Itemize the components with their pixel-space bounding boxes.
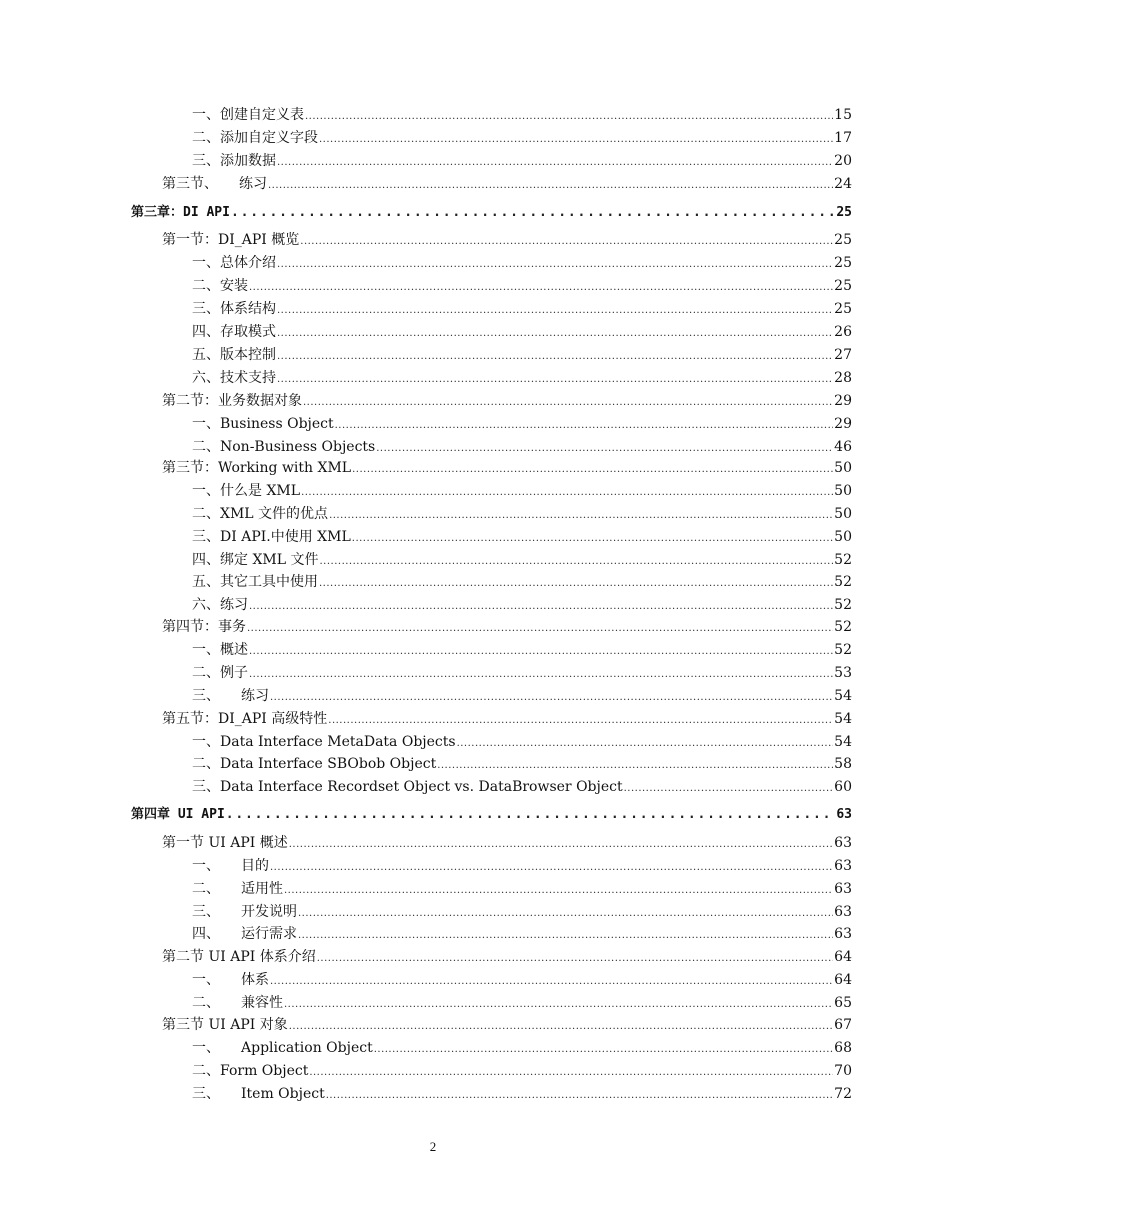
dot-leader — [249, 594, 833, 618]
toc-entry-page-number: 52 — [834, 642, 852, 658]
toc-entry-page-number: 54 — [834, 711, 852, 727]
toc-subsection-entry[interactable] — [192, 901, 852, 923]
dot-leader — [247, 616, 833, 640]
toc-entry-label: 五、版本控制 — [192, 347, 276, 363]
toc-entry-label: 一、 体系 — [192, 972, 269, 988]
toc-entry-label: 一、 目的 — [192, 858, 269, 874]
dot-leader — [301, 480, 833, 504]
toc-entry-page-number: 63 — [834, 858, 852, 874]
toc-entry-page-number: 25 — [836, 205, 852, 220]
toc-entry-label: 二、例子 — [192, 665, 248, 681]
dot-leader — [305, 104, 833, 128]
toc-entry-label: 二、 兼容性 — [192, 995, 283, 1011]
dot-leader — [352, 526, 833, 550]
toc-entry-page-number: 54 — [834, 734, 852, 750]
toc-subsection-entry[interactable] — [192, 275, 852, 297]
toc-entry-label: 第二节：业务数据对象 — [162, 393, 302, 409]
toc-entry-page-number: 63 — [834, 904, 852, 920]
toc-entry-page-number: 67 — [834, 1017, 852, 1033]
toc-section-entry[interactable] — [162, 1014, 852, 1036]
toc-entry-label: 二、 适用性 — [192, 881, 283, 897]
toc-entry-page-number: 25 — [834, 232, 852, 248]
toc-entry-page-number: 50 — [834, 506, 852, 522]
toc-entry-label: 三、 练习 — [192, 688, 269, 704]
dot-leader — [374, 1037, 833, 1061]
toc-entry-label: 四、存取模式 — [192, 324, 276, 340]
toc-entry-label: 一、Data Interface MetaData Objects — [192, 734, 456, 750]
toc-entry-page-number: 63 — [834, 881, 852, 897]
toc-entry-page-number: 52 — [834, 597, 852, 613]
dot-leader — [270, 969, 833, 993]
page-number: 2 — [429, 1139, 437, 1154]
toc-section-entry[interactable] — [162, 229, 852, 251]
dot-leader — [309, 1060, 833, 1084]
toc-subsection-entry[interactable] — [192, 855, 852, 877]
dot-leader — [352, 457, 833, 481]
toc-entry-page-number: 64 — [834, 972, 852, 988]
dot-leader — [320, 549, 834, 573]
dot-leader — [277, 367, 833, 391]
toc-subsection-entry[interactable] — [192, 150, 852, 172]
toc-entry-page-number: 68 — [834, 1040, 852, 1056]
toc-section-entry[interactable] — [162, 616, 852, 638]
toc-subsection-entry[interactable] — [192, 549, 852, 571]
toc-section-entry[interactable] — [162, 457, 852, 479]
toc-entry-label: 一、 Application Object — [192, 1040, 373, 1056]
toc-subsection-entry[interactable] — [192, 1037, 852, 1059]
toc-entry-label: 三、添加数据 — [192, 153, 276, 169]
toc-entry-label: 二、安装 — [192, 278, 248, 294]
toc-entry-label: 第三节、 练习 — [162, 176, 267, 192]
dot-leader — [317, 946, 833, 970]
toc-entry-label: 一、总体介绍 — [192, 255, 276, 271]
toc-subsection-entry[interactable] — [192, 367, 852, 389]
toc-entry-label: 四、绑定 XML 文件 — [192, 552, 319, 568]
toc-entry-page-number: 25 — [834, 301, 852, 317]
toc-subsection-entry[interactable] — [192, 685, 852, 707]
toc-entry-label: 二、Non-Business Objects — [192, 439, 376, 455]
toc-entry-label: 第三章：DI API — [131, 205, 230, 220]
dot-leader — [319, 571, 833, 595]
toc-subsection-entry[interactable] — [192, 1083, 852, 1105]
toc-entry-label: 第一节 UI API 概述 — [162, 835, 288, 851]
toc-entry-label: 第五节：DI_API 高级特性 — [162, 711, 328, 727]
toc-entry-page-number: 54 — [834, 688, 852, 704]
toc-entry-page-number: 58 — [834, 756, 852, 772]
toc-subsection-entry[interactable] — [192, 1060, 852, 1082]
dot-leader — [249, 662, 833, 686]
toc-entry-label: 一、概述 — [192, 642, 248, 658]
dot-leader — [277, 150, 833, 174]
toc-subsection-entry[interactable] — [192, 104, 852, 126]
dot-leader — [328, 708, 833, 732]
toc-entry-page-number: 28 — [834, 370, 852, 386]
toc-entry-label: 一、创建自定义表 — [192, 107, 304, 123]
toc-entry-label: 第三节 UI API 对象 — [162, 1017, 288, 1033]
dot-leader — [277, 344, 833, 368]
toc-entry-page-number: 26 — [834, 324, 852, 340]
dot-leader — [277, 298, 833, 322]
toc-entry-label: 第三节：Working with XML — [162, 460, 352, 476]
toc-entry-label: 三、DI API.中使用 XML — [192, 529, 351, 545]
toc-section-entry[interactable] — [162, 390, 852, 412]
toc-entry-label: 三、 Item Object — [192, 1086, 325, 1102]
toc-subsection-entry[interactable] — [192, 503, 852, 525]
toc-subsection-entry[interactable] — [192, 639, 852, 661]
dot-leader — [277, 252, 833, 276]
toc-entry-page-number: 20 — [834, 153, 852, 169]
toc-subsection-entry[interactable] — [192, 731, 852, 753]
dot-leader — [249, 275, 833, 299]
toc-entry-page-number: 29 — [834, 416, 852, 432]
toc-entry-label: 六、练习 — [192, 597, 248, 613]
toc-chapter-entry[interactable] — [131, 202, 852, 224]
dot-leader — [329, 503, 833, 527]
dot-leader — [226, 804, 836, 826]
toc-entry-page-number: 29 — [834, 393, 852, 409]
toc-entry-page-number: 63 — [836, 807, 852, 822]
toc-entry-page-number: 60 — [834, 779, 852, 795]
toc-subsection-entry[interactable] — [192, 298, 852, 320]
dot-leader — [249, 639, 833, 663]
toc-entry-page-number: 46 — [834, 439, 852, 455]
toc-entry-page-number: 63 — [834, 926, 852, 942]
toc-entry-page-number: 64 — [834, 949, 852, 965]
dot-leader — [277, 321, 833, 345]
toc-entry-page-number: 50 — [834, 529, 852, 545]
toc-entry-page-number: 63 — [834, 835, 852, 851]
toc-subsection-entry[interactable] — [192, 878, 852, 900]
toc-entry-page-number: 27 — [834, 347, 852, 363]
dot-leader — [319, 127, 833, 151]
toc-entry-page-number: 52 — [834, 619, 852, 635]
dot-leader — [303, 390, 833, 414]
toc-subsection-entry[interactable] — [192, 436, 852, 458]
toc-subsection-entry[interactable] — [192, 127, 852, 149]
toc-entry-label: 二、添加自定义字段 — [192, 130, 318, 146]
toc-entry-label: 第一节：DI_API 概览 — [162, 232, 300, 248]
toc-entry-page-number: 70 — [834, 1063, 852, 1079]
dot-leader — [624, 776, 834, 800]
toc-entry-page-number: 15 — [834, 107, 852, 123]
toc-entry-label: 第四章 UI API — [131, 807, 225, 822]
dot-leader — [231, 202, 835, 224]
toc-entry-label: 二、XML 文件的优点 — [192, 506, 329, 522]
toc-section-entry[interactable] — [162, 173, 852, 195]
dot-leader — [268, 173, 833, 197]
toc-subsection-entry[interactable] — [192, 344, 852, 366]
toc-entry-label: 第二节 UI API 体系介绍 — [162, 949, 316, 965]
dot-leader — [335, 413, 834, 437]
toc-entry-page-number: 25 — [834, 278, 852, 294]
toc-entry-label: 一、什么是 XML — [192, 483, 301, 499]
dot-leader — [298, 901, 833, 925]
toc-chapter-entry[interactable] — [131, 804, 852, 826]
toc-subsection-entry[interactable] — [192, 969, 852, 991]
toc-subsection-entry[interactable] — [192, 776, 852, 798]
toc-entry-label: 三、 开发说明 — [192, 904, 297, 920]
toc-entry-label: 二、Data Interface SBObob Object — [192, 756, 437, 772]
toc-subsection-entry[interactable] — [192, 526, 852, 548]
toc-section-entry[interactable] — [162, 708, 852, 730]
dot-leader — [284, 992, 833, 1016]
dot-leader — [270, 685, 833, 709]
toc-subsection-entry[interactable] — [192, 992, 852, 1014]
toc-subsection-entry[interactable] — [192, 252, 852, 274]
toc-subsection-entry[interactable] — [192, 753, 852, 775]
dot-leader — [289, 1014, 833, 1038]
toc-subsection-entry[interactable] — [192, 480, 852, 502]
toc-entry-page-number: 50 — [834, 460, 852, 476]
toc-subsection-entry[interactable] — [192, 662, 852, 684]
toc-subsection-entry[interactable] — [192, 571, 852, 593]
toc-entry-page-number: 24 — [834, 176, 852, 192]
toc-subsection-entry[interactable] — [192, 594, 852, 616]
dot-leader — [326, 1083, 833, 1107]
toc-entry-label: 二、Form Object — [192, 1063, 309, 1079]
dot-leader — [300, 229, 833, 253]
toc-entry-label: 三、体系结构 — [192, 301, 276, 317]
toc-entry-page-number: 25 — [834, 255, 852, 271]
dot-leader — [437, 753, 833, 777]
dot-leader — [457, 731, 834, 755]
toc-entry-label: 五、其它工具中使用 — [192, 574, 318, 590]
toc-subsection-entry[interactable] — [192, 321, 852, 343]
toc-entry-page-number: 53 — [834, 665, 852, 681]
dot-leader — [284, 878, 833, 902]
toc-entry-label: 六、技术支持 — [192, 370, 276, 386]
dot-leader — [270, 855, 833, 879]
toc-entry-label: 三、Data Interface Recordset Object vs. DataBrowser Object — [192, 779, 623, 795]
toc-entry-page-number: 52 — [834, 552, 852, 568]
toc-section-entry[interactable] — [162, 832, 852, 854]
toc-entry-label: 第四节：事务 — [162, 619, 246, 635]
toc-subsection-entry[interactable] — [192, 413, 852, 435]
toc-entry-label: 四、 运行需求 — [192, 926, 297, 942]
toc-entry-page-number: 72 — [834, 1086, 852, 1102]
toc-entry-page-number: 65 — [834, 995, 852, 1011]
toc-entry-page-number: 17 — [834, 130, 852, 146]
toc-entry-page-number: 52 — [834, 574, 852, 590]
toc-section-entry[interactable] — [162, 946, 852, 968]
toc-subsection-entry[interactable] — [192, 923, 852, 945]
dot-leader — [289, 832, 833, 856]
toc-entry-page-number: 50 — [834, 483, 852, 499]
toc-entry-label: 一、Business Object — [192, 416, 334, 432]
dot-leader — [298, 923, 833, 947]
